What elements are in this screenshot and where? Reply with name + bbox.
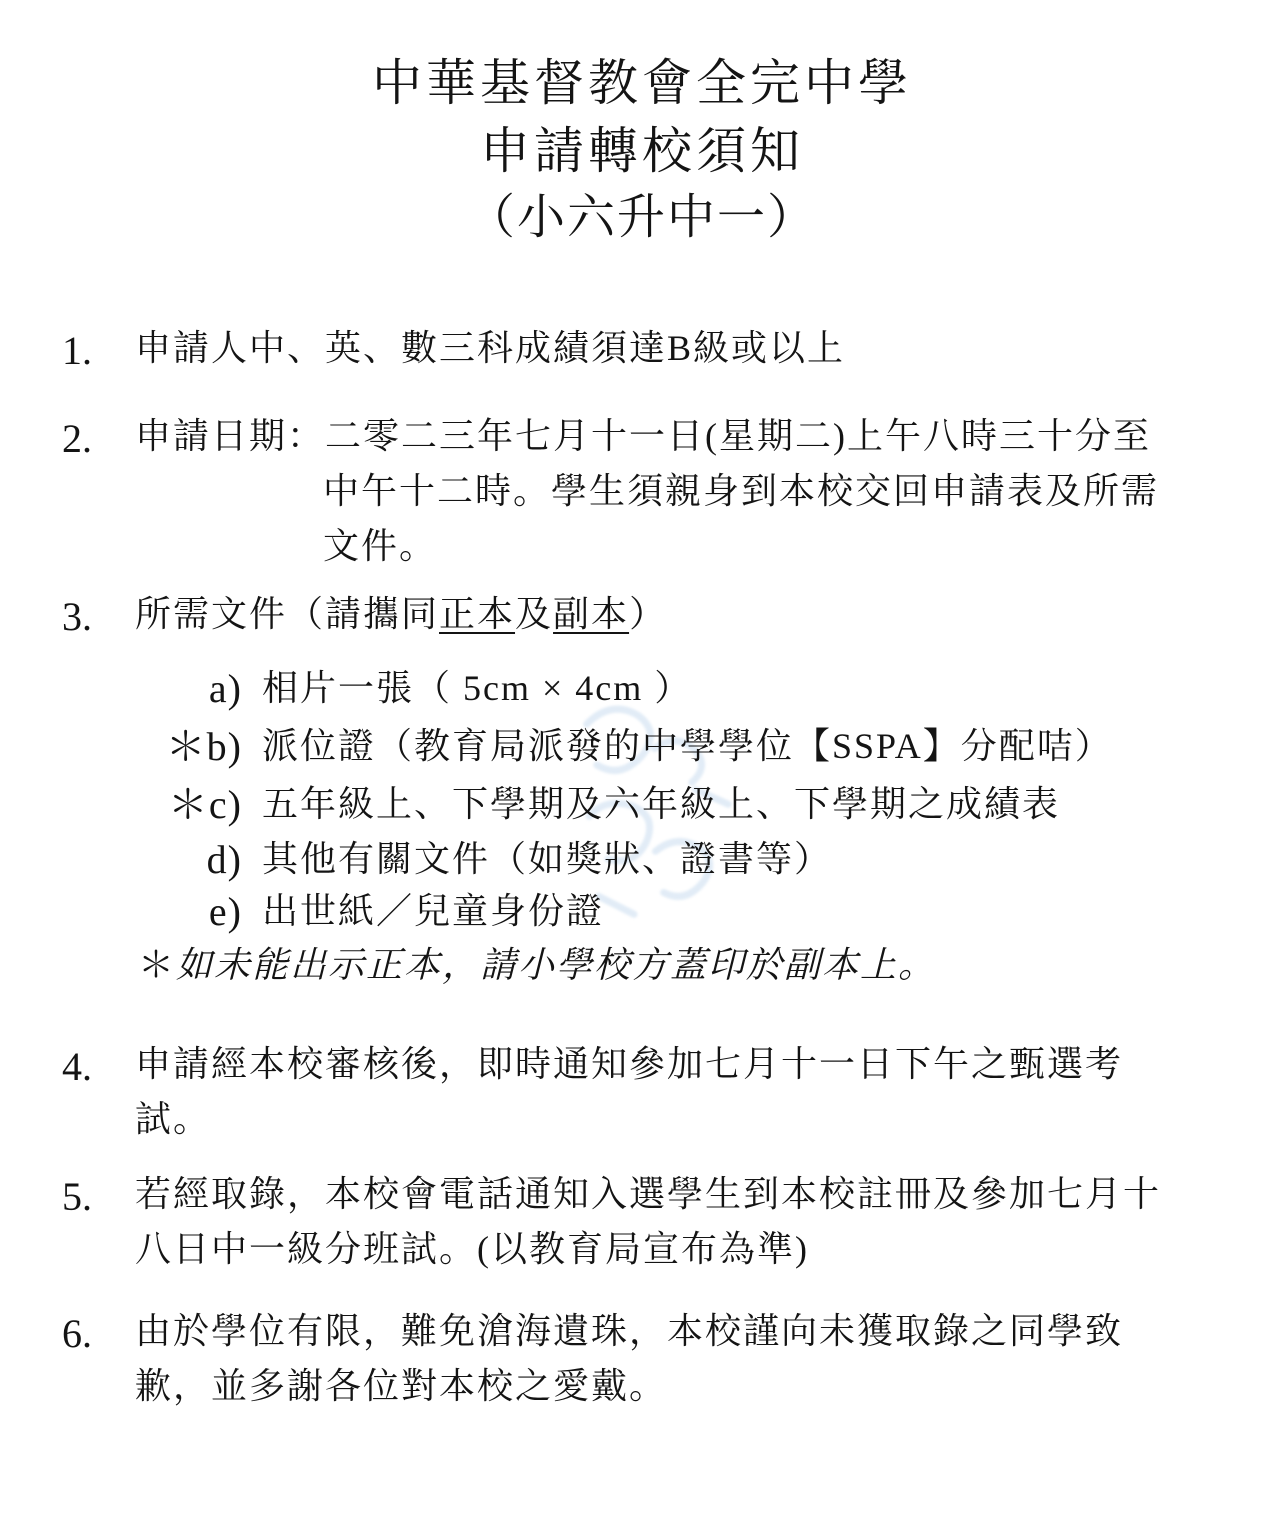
sub-item-e-text: 出世紙／兒童身份證 [262, 891, 605, 931]
item-2-number: 2. [62, 416, 92, 461]
sub-item-c-marker: ＊c) [167, 782, 242, 827]
item-2-line-2: 中午十二時。學生須親身到本校交回申請表及所需 [323, 471, 1160, 511]
sub-item-a-marker: a) [208, 666, 242, 711]
note-star: ＊ [138, 945, 177, 985]
sub-item-e-marker: e) [208, 889, 242, 934]
item-4-number: 4. [62, 1044, 92, 1089]
sub-item-c-text: 五年級上、下學期及六年級上、下學期之成績表 [262, 784, 1061, 824]
item-3-suffix: ） [629, 594, 668, 634]
original-copy-note [138, 945, 936, 986]
item-1-number: 1. [62, 328, 92, 373]
sub-item-d-text: 其他有關文件（如獎狀、證書等） [262, 839, 833, 879]
item-4-line-1: 申請經本校審核後，即時通知參加七月十一日下午之甄選考 [135, 1044, 1124, 1084]
item-6-number: 6. [62, 1311, 92, 1356]
item-5-line-1: 若經取錄，本校會電話通知入選學生到本校註冊及參加七月十 [135, 1174, 1162, 1214]
item-5-number: 5. [62, 1174, 92, 1219]
school-name: 中華基督教會全完中學 [372, 55, 912, 111]
item-2-line-1: 申請日期：二零二三年七月十一日(星期二)上午八時三十分至 [135, 416, 1151, 456]
item-3-underlined-copy: 副本 [553, 594, 630, 634]
sub-item-a-text: 相片一張（ 5cm × 4cm ） [262, 668, 693, 708]
sub-item-b-marker: ＊b) [165, 724, 242, 769]
item-3-prefix: 所需文件（請攜同 [135, 594, 440, 634]
sub-item-b-text: 派位證（教育局派發的中學學位【SSPA】分配咭） [262, 726, 1113, 766]
item-5-line-2: 八日中一級分班試。(以教育局宣布為準) [135, 1229, 809, 1269]
sub-item-d-marker: d) [206, 837, 242, 882]
item-6-line-2: 歉，並多謝各位對本校之愛戴。 [135, 1366, 668, 1406]
item-3-mid: 及 [515, 594, 554, 634]
doc-subtitle: （小六升中一） [466, 191, 817, 244]
item-6-line-1: 由於學位有限，難免滄海遺珠，本校謹向未獲取錄之同學致 [135, 1311, 1124, 1351]
item-3-number: 3. [62, 594, 92, 639]
note-text: 如未能出示正本，請小學校方蓋印於副本上。 [176, 945, 937, 985]
item-1-text: 申請人中、英、數三科成績須達B級或以上 [135, 328, 846, 368]
item-2-line-3: 文件。 [323, 526, 438, 566]
item-4-line-2: 試。 [135, 1099, 212, 1139]
item-3-text [135, 594, 667, 635]
item-3-underlined-original: 正本 [439, 594, 516, 634]
doc-title: 申請轉校須知 [480, 123, 804, 179]
